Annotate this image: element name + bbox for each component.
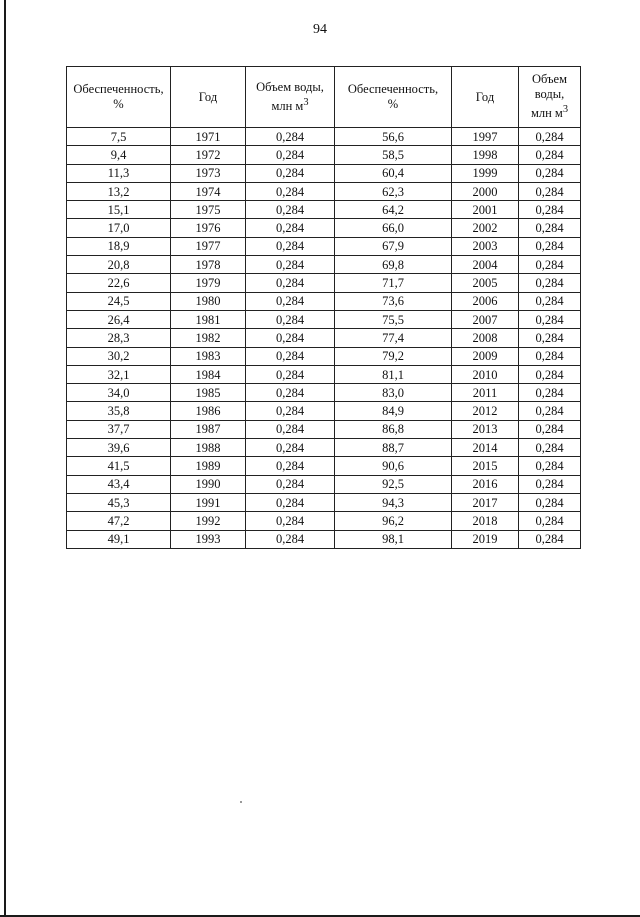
table-row [67, 219, 581, 237]
cell-water-volume-2: 0,284 [519, 310, 581, 328]
cell-provision-percent: 26,4 [67, 310, 171, 328]
table-row [67, 384, 581, 402]
cell-year: 1977 [171, 237, 246, 255]
cell-year: 1985 [171, 384, 246, 402]
cell-year-2: 2000 [452, 182, 519, 200]
cell-water-volume: 0,284 [246, 365, 335, 383]
table-row [67, 329, 581, 347]
cell-provision-percent-2: 66,0 [335, 219, 452, 237]
cell-water-volume-2: 0,284 [519, 237, 581, 255]
table-row [67, 439, 581, 457]
cell-water-volume-2: 0,284 [519, 512, 581, 530]
cell-provision-percent-2: 96,2 [335, 512, 452, 530]
cell-year-2: 2007 [452, 310, 519, 328]
cell-water-volume: 0,284 [246, 274, 335, 292]
header-year-2: Год [452, 67, 519, 128]
cell-provision-percent: 30,2 [67, 347, 171, 365]
table-row [67, 182, 581, 200]
table-row [67, 128, 581, 146]
cell-year-2: 2009 [452, 347, 519, 365]
cell-year-2: 2001 [452, 201, 519, 219]
table-row [67, 146, 581, 164]
cell-provision-percent-2: 86,8 [335, 420, 452, 438]
cell-year-2: 1999 [452, 164, 519, 182]
cell-year-2: 2015 [452, 457, 519, 475]
cell-year-2: 2016 [452, 475, 519, 493]
scan-dot [240, 801, 242, 803]
cell-water-volume-2: 0,284 [519, 347, 581, 365]
cell-provision-percent-2: 81,1 [335, 365, 452, 383]
cell-water-volume: 0,284 [246, 457, 335, 475]
cell-year: 1991 [171, 493, 246, 511]
cell-year: 1982 [171, 329, 246, 347]
cell-provision-percent-2: 58,5 [335, 146, 452, 164]
cell-provision-percent: 22,6 [67, 274, 171, 292]
cell-water-volume: 0,284 [246, 310, 335, 328]
cell-year: 1979 [171, 274, 246, 292]
table-row [67, 256, 581, 274]
cell-provision-percent: 28,3 [67, 329, 171, 347]
cell-water-volume: 0,284 [246, 475, 335, 493]
cell-year-2: 2002 [452, 219, 519, 237]
cell-water-volume: 0,284 [246, 237, 335, 255]
cell-water-volume-2: 0,284 [519, 146, 581, 164]
table-row [67, 402, 581, 420]
cell-year: 1984 [171, 365, 246, 383]
header-provision-percent: Обеспеченность, % [67, 67, 171, 128]
cell-provision-percent: 9,4 [67, 146, 171, 164]
cell-year-2: 2019 [452, 530, 519, 548]
cell-provision-percent-2: 83,0 [335, 384, 452, 402]
cell-water-volume-2: 0,284 [519, 493, 581, 511]
cell-water-volume: 0,284 [246, 493, 335, 511]
cell-provision-percent: 15,1 [67, 201, 171, 219]
header-year: Год [171, 67, 246, 128]
table-row [67, 201, 581, 219]
cell-year-2: 2014 [452, 439, 519, 457]
cell-water-volume: 0,284 [246, 384, 335, 402]
cell-water-volume-2: 0,284 [519, 274, 581, 292]
cell-provision-percent-2: 75,5 [335, 310, 452, 328]
cell-provision-percent: 45,3 [67, 493, 171, 511]
cell-water-volume-2: 0,284 [519, 182, 581, 200]
table-row [67, 237, 581, 255]
cell-year: 1972 [171, 146, 246, 164]
cell-year: 1974 [171, 182, 246, 200]
cell-water-volume: 0,284 [246, 329, 335, 347]
cell-water-volume-2: 0,284 [519, 365, 581, 383]
cell-water-volume: 0,284 [246, 146, 335, 164]
cell-water-volume-2: 0,284 [519, 128, 581, 146]
cell-provision-percent-2: 69,8 [335, 256, 452, 274]
cell-provision-percent: 13,2 [67, 182, 171, 200]
cell-provision-percent-2: 90,6 [335, 457, 452, 475]
table-header-row [67, 67, 581, 128]
cell-year-2: 1998 [452, 146, 519, 164]
cell-water-volume: 0,284 [246, 530, 335, 548]
cell-water-volume: 0,284 [246, 439, 335, 457]
table-row [67, 475, 581, 493]
water-volume-table [66, 66, 581, 549]
cell-provision-percent-2: 60,4 [335, 164, 452, 182]
cell-provision-percent-2: 92,5 [335, 475, 452, 493]
page-number: 94 [313, 22, 327, 37]
cell-water-volume-2: 0,284 [519, 530, 581, 548]
cell-provision-percent: 34,0 [67, 384, 171, 402]
cell-year: 1986 [171, 402, 246, 420]
cell-water-volume: 0,284 [246, 512, 335, 530]
cell-water-volume-2: 0,284 [519, 402, 581, 420]
header-water-volume-2: Объем воды, млн $м^3$ [519, 67, 581, 128]
cell-water-volume-2: 0,284 [519, 457, 581, 475]
table-row [67, 420, 581, 438]
cell-water-volume: 0,284 [246, 164, 335, 182]
cell-provision-percent: 24,5 [67, 292, 171, 310]
cell-provision-percent: 7,5 [67, 128, 171, 146]
cell-year-2: 2003 [452, 237, 519, 255]
cell-year: 1973 [171, 164, 246, 182]
cell-water-volume-2: 0,284 [519, 439, 581, 457]
cell-year-2: 2017 [452, 493, 519, 511]
page-left-border [4, 0, 6, 917]
header-water-volume: Объем воды, млн $м^3$ [246, 67, 335, 128]
header-provision-percent-2: Обеспеченность, % [335, 67, 452, 128]
table-body [67, 128, 581, 549]
table-row [67, 457, 581, 475]
cell-year: 1989 [171, 457, 246, 475]
cell-year-2: 2013 [452, 420, 519, 438]
cell-year: 1981 [171, 310, 246, 328]
table-row [67, 292, 581, 310]
cell-year-2: 2005 [452, 274, 519, 292]
cell-water-volume-2: 0,284 [519, 256, 581, 274]
table-row [67, 274, 581, 292]
cell-year: 1988 [171, 439, 246, 457]
cell-year: 1983 [171, 347, 246, 365]
cell-provision-percent: 49,1 [67, 530, 171, 548]
table-row [67, 164, 581, 182]
cell-water-volume-2: 0,284 [519, 292, 581, 310]
table-row [67, 310, 581, 328]
cell-water-volume-2: 0,284 [519, 164, 581, 182]
cell-provision-percent: 32,1 [67, 365, 171, 383]
cell-year: 1975 [171, 201, 246, 219]
cell-year: 1976 [171, 219, 246, 237]
cell-provision-percent: 37,7 [67, 420, 171, 438]
cell-year-2: 2011 [452, 384, 519, 402]
cell-year-2: 1997 [452, 128, 519, 146]
cell-provision-percent-2: 73,6 [335, 292, 452, 310]
cell-water-volume-2: 0,284 [519, 420, 581, 438]
cell-year-2: 2018 [452, 512, 519, 530]
cell-provision-percent-2: 64,2 [335, 201, 452, 219]
cell-water-volume: 0,284 [246, 219, 335, 237]
table-row [67, 530, 581, 548]
cell-provision-percent-2: 84,9 [335, 402, 452, 420]
cell-provision-percent: 17,0 [67, 219, 171, 237]
cell-water-volume: 0,284 [246, 256, 335, 274]
cell-water-volume: 0,284 [246, 420, 335, 438]
table-row [67, 347, 581, 365]
cell-water-volume: 0,284 [246, 128, 335, 146]
cell-water-volume: 0,284 [246, 292, 335, 310]
cell-provision-percent-2: 67,9 [335, 237, 452, 255]
cell-year: 1990 [171, 475, 246, 493]
table-row [67, 493, 581, 511]
cell-year: 1978 [171, 256, 246, 274]
cell-year-2: 2012 [452, 402, 519, 420]
cell-water-volume-2: 0,284 [519, 475, 581, 493]
cell-provision-percent: 11,3 [67, 164, 171, 182]
cell-water-volume-2: 0,284 [519, 201, 581, 219]
cell-water-volume: 0,284 [246, 201, 335, 219]
cell-provision-percent-2: 94,3 [335, 493, 452, 511]
cell-provision-percent: 41,5 [67, 457, 171, 475]
cell-year-2: 2008 [452, 329, 519, 347]
cell-provision-percent: 47,2 [67, 512, 171, 530]
cell-provision-percent: 39,6 [67, 439, 171, 457]
cell-year-2: 2006 [452, 292, 519, 310]
cell-year: 1993 [171, 530, 246, 548]
cell-water-volume: 0,284 [246, 182, 335, 200]
cell-provision-percent: 20,8 [67, 256, 171, 274]
cell-year: 1987 [171, 420, 246, 438]
cell-provision-percent-2: 98,1 [335, 530, 452, 548]
cell-provision-percent: 18,9 [67, 237, 171, 255]
cell-provision-percent: 35,8 [67, 402, 171, 420]
cell-year: 1992 [171, 512, 246, 530]
cell-provision-percent: 43,4 [67, 475, 171, 493]
cell-water-volume-2: 0,284 [519, 329, 581, 347]
cell-provision-percent-2: 79,2 [335, 347, 452, 365]
cell-water-volume: 0,284 [246, 402, 335, 420]
table-row [67, 365, 581, 383]
cell-year: 1980 [171, 292, 246, 310]
cell-provision-percent-2: 77,4 [335, 329, 452, 347]
cell-provision-percent-2: 62,3 [335, 182, 452, 200]
cell-year: 1971 [171, 128, 246, 146]
cell-water-volume: 0,284 [246, 347, 335, 365]
cell-provision-percent-2: 71,7 [335, 274, 452, 292]
cell-year-2: 2004 [452, 256, 519, 274]
table-row [67, 512, 581, 530]
cell-provision-percent-2: 56,6 [335, 128, 452, 146]
cell-water-volume-2: 0,284 [519, 384, 581, 402]
cell-water-volume-2: 0,284 [519, 219, 581, 237]
cell-provision-percent-2: 88,7 [335, 439, 452, 457]
cell-year-2: 2010 [452, 365, 519, 383]
